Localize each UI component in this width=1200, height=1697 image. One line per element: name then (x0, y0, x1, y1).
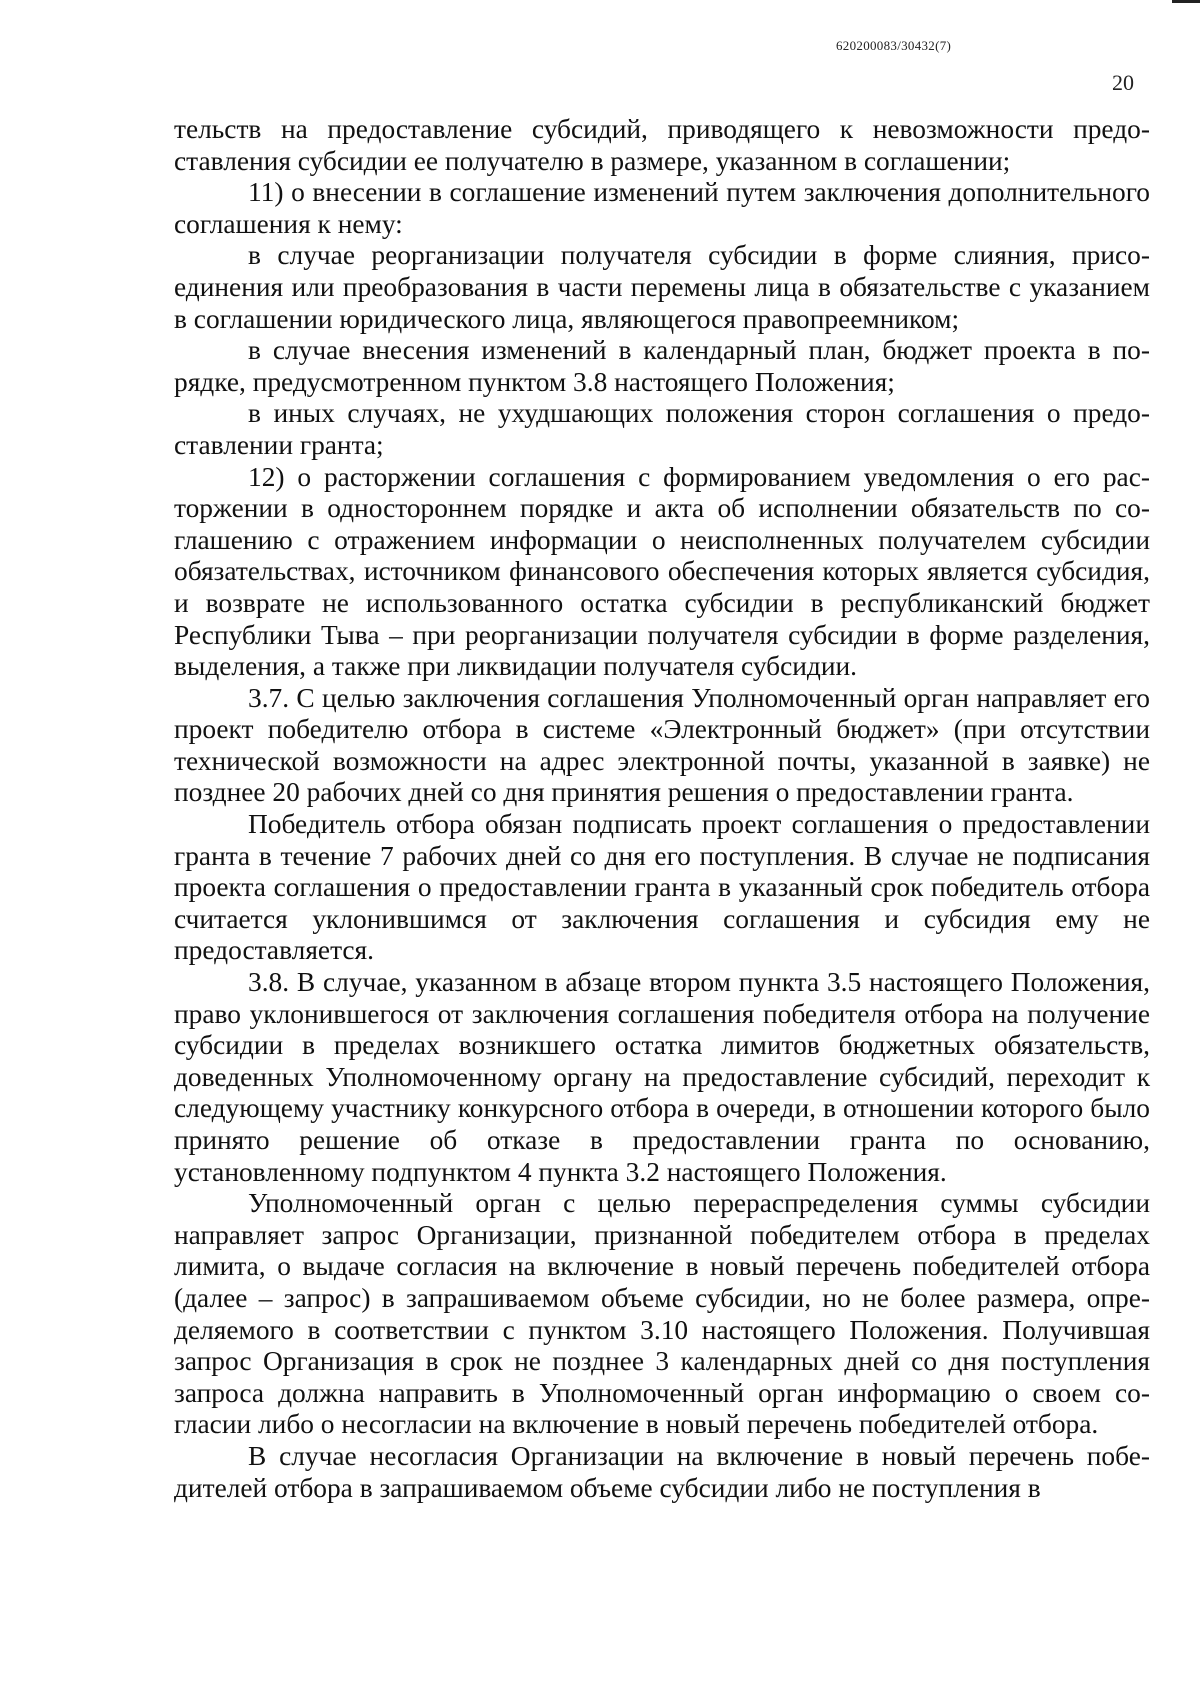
paragraph-disagreement-case: В случае несогласия Организации на включение в новый перечень победителей отбора в запрашиваемом объеме субсидии либо не поступления в (174, 1440, 1150, 1503)
paragraph-section-3-8: 3.8. В случае, указанном в абзаце втором пункта 3.5 настоящего Положения, право уклонившегося от заключения соглашения победителя отбора на получение субсидии в пределах возникшего остатка лимитов бюджетных обязательств, доведенных Уполномоченному органу на предоставление субсидий, переходит к следующему участнику конкурсного отбора в очереди, в отношении которого было принято решение об отказе в предоставлении гранта по основанию, установленному подпунктом 4 пункта 3.2 настоящего Положения. (174, 967, 1150, 1187)
paragraph-continuation: тельств на предоставление субсидий, приводящего к невозможности предоставления субсидии ее получателю в размере, указанном в соглашении; (174, 114, 1150, 176)
paragraph-calendar-plan-case: в случае внесения изменений в календарный план, бюджет проекта в порядке, предусмотренном пунктом 3.8 настоящего Положения; (174, 335, 1150, 397)
page-number: 20 (1112, 70, 1134, 95)
paragraph-winner-signing: Победитель отбора обязан подписать проект соглашения о предоставлении гранта в течение 7 рабочих дней со дня его поступления. В случае не подписания проекта соглашения о предоставлении гранта в указанный срок победитель отбора считается уклонившимся от заключения соглашения и субсидия ему не предоставляется. (174, 809, 1150, 966)
paragraph-item-12: 12) о расторжении соглашения с формированием уведомления о его расторжении в одностороннем порядке и акта об исполнении обязательств по соглашению с отражением информации о неисполненных получателем субсидии обязательствах, источником финансового обеспечения которых является субсидия, и возврате не использованного остатка субсидии в республиканский бюджет Республики Тыва – при реорганизации получателя субсидии в форме разделения, выделения, а также при ликвидации получателя субсидии. (174, 461, 1150, 682)
paragraph-redistribution-request: Уполномоченный орган с целью перераспределения суммы субсидии направляет запрос Организации, признанной победителем отбора в пределах лимита, о выдаче согласия на включение в новый перечень победителей отбора (далее – запрос) в запрашиваемом объеме субсидии, но не более размера, определяемого в соответствии с пунктом 3.10 настоящего Положения. Получившая запрос Организация в срок не позднее 3 календарных дней со дня поступления запроса должна направить в Уполномоченный орган информацию о своем согласии либо о несогласии на включение в новый перечень победителей отбора. (174, 1188, 1150, 1440)
document-body (174, 114, 1150, 1504)
document-id: 620200083/30432(7) (836, 38, 952, 53)
paragraph-item-11: 11) о внесении в соглашение изменений путем заключения дополнительного соглашения к нему: (174, 177, 1150, 239)
paragraph-other-cases: в иных случаях, не ухудшающих положения сторон соглашения о предоставлении гранта; (174, 398, 1150, 460)
paragraph-reorganization-case: в случае реорганизации получателя субсидии в форме слияния, присоединения или преобразования в части перемены лица в обязательстве с указанием в соглашении юридического лица, являющегося правопреемником; (174, 240, 1150, 334)
scan-corner-mark (1172, 0, 1200, 3)
paragraph-section-3-7: 3.7. С целью заключения соглашения Уполномоченный орган направляет его проект победителю отбора в системе «Электронный бюджет» (при отсутствии технической возможности на адрес электронной почты, указанной в заявке) не позднее 20 рабочих дней со дня принятия решения о предоставлении гранта. (174, 682, 1150, 808)
